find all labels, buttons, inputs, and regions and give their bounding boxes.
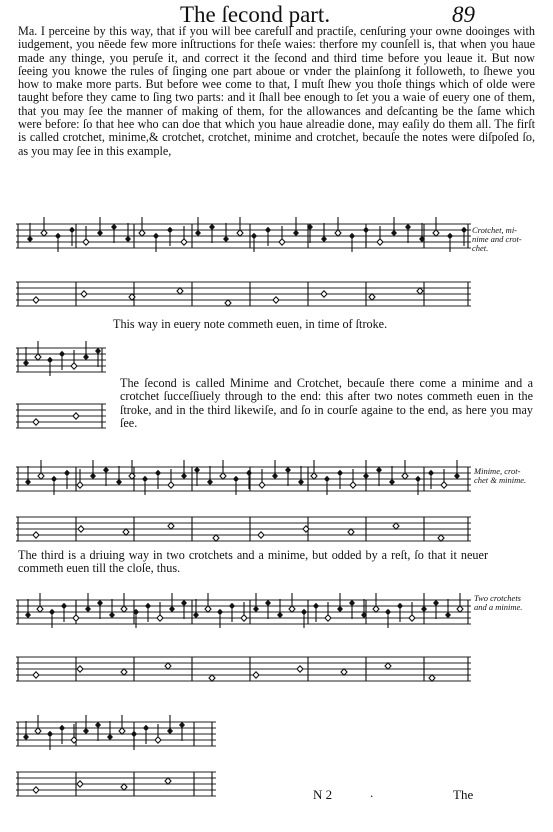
note (433, 217, 439, 236)
catchword: The (453, 787, 474, 802)
note (405, 224, 411, 243)
note (78, 526, 84, 532)
note (213, 535, 219, 541)
caption-example-1: This way in euery note commeth euen, in time of ſtroke. (113, 317, 388, 331)
note (121, 784, 127, 790)
paragraph-second-way: The ſecond is called Minime and Crotchet, becauſe there come a minime and a crotchet ſucceſſiuely through to the end: this after two notes commeth euen in the ſtroke, and in the third likewiſe, and ſo in courſe againe to the end, as here you may ſee. (120, 376, 533, 430)
note (258, 532, 264, 538)
note (165, 663, 171, 669)
music-example-3-upper-staff (16, 590, 471, 636)
note (194, 467, 200, 486)
note (73, 413, 79, 419)
note (37, 593, 43, 612)
note (97, 217, 103, 236)
note (433, 600, 439, 619)
margin-note-1-line-1: Crotchet, mi- (472, 225, 518, 235)
music-example-2-lower-staff (16, 507, 471, 553)
note (205, 593, 211, 612)
margin-note-1-line-3: chet. (472, 243, 489, 253)
note (225, 300, 231, 306)
note (116, 466, 122, 485)
note (181, 600, 187, 619)
note (25, 599, 31, 618)
margin-note-2-line-1: Minime, crot- (474, 466, 521, 476)
note (77, 781, 83, 787)
note (298, 466, 304, 485)
note (253, 593, 259, 612)
note (177, 288, 183, 294)
note (33, 419, 39, 425)
note (111, 224, 117, 243)
note (23, 721, 29, 740)
running-header-title: The ſecond part. (180, 2, 331, 27)
note (237, 217, 243, 236)
note (33, 532, 39, 538)
note (417, 288, 423, 294)
note (337, 593, 343, 612)
note (179, 722, 185, 741)
note (193, 599, 199, 618)
footer-mark: . (370, 785, 374, 800)
note (311, 460, 317, 479)
note (168, 523, 174, 529)
note (119, 715, 125, 734)
note (95, 348, 101, 367)
music-cadence-upper-staff (16, 338, 106, 384)
margin-note-1 (472, 226, 538, 253)
music-example-2-upper-staff (16, 457, 471, 503)
note (121, 669, 127, 675)
note (33, 672, 39, 678)
note (253, 672, 259, 678)
page-number: 89 (452, 2, 475, 27)
note (109, 599, 115, 618)
paragraph-intro: Ma. I perceine by this way, that if you will bee carefull and practiſe, cenſuring your owne dooinges with iudgement, you nēede few more inſtructions for theſe waies: therfore my counſell is, that when you haue made any thinge, you peruſe it, and correct it the ſecond and third time before you leaue it. But now ſeeing you knowe the rules of ſinging one part aboue or vnder the plainſong it followeth, to ſhewe you how to make more parts. But before wee come to that, I muſt ſhew you thoſe things which of olde were taught before they came to ſing two parts: and it ſhall bee enough to ſet you a waie of euery one of them, that you may ſee the manner of making of them, for the allowances and deſcanting be the ſame which were before: ſo that hee who can doe that which you haue alreadie done, may eaſily do them all. The firſt is called crotchet, minime,& crotchet, crotchet, minime and crotchet, becauſe the notes were diſpoſed ſo, as you may ſee in this example, (18, 24, 535, 158)
note (389, 466, 395, 485)
note (181, 460, 187, 479)
note (454, 460, 460, 479)
note (369, 294, 375, 300)
note (385, 663, 391, 669)
note (83, 715, 89, 734)
note (363, 460, 369, 479)
note (121, 593, 127, 612)
note (195, 217, 201, 236)
note (209, 675, 215, 681)
music-example-3-continuation-upper-staff (16, 712, 216, 758)
note (391, 217, 397, 236)
note (167, 715, 173, 734)
note (457, 593, 463, 612)
note (125, 223, 131, 242)
note (349, 600, 355, 619)
note (265, 600, 271, 619)
note (285, 467, 291, 486)
note (207, 466, 213, 485)
note (273, 297, 279, 303)
margin-note-1-line-2: nime and crot- (472, 234, 522, 244)
music-cadence-lower-staff (16, 394, 106, 440)
note (402, 460, 408, 479)
note (97, 600, 103, 619)
music-example-1-upper-staff (16, 214, 471, 260)
note (445, 599, 451, 618)
note (33, 787, 39, 793)
note (393, 523, 399, 529)
note (348, 529, 354, 535)
note (77, 666, 83, 672)
note (373, 593, 379, 612)
note (107, 721, 113, 740)
note (38, 460, 44, 479)
music-example-3-continuation-lower-staff (16, 762, 216, 808)
note (33, 297, 39, 303)
note (95, 722, 101, 741)
margin-note-3-line-2: and a minime. (474, 602, 523, 612)
note (321, 291, 327, 297)
note (335, 217, 341, 236)
music-example-1-lower-staff (16, 272, 471, 318)
note (90, 460, 96, 479)
note (289, 593, 295, 612)
note (272, 460, 278, 479)
note (169, 593, 175, 612)
note (421, 593, 427, 612)
music-example-3-lower-staff (16, 647, 471, 693)
margin-note-2 (474, 467, 540, 485)
margin-note-2-line-2: chet & minime. (474, 475, 527, 485)
note (297, 666, 303, 672)
note (293, 217, 299, 236)
paragraph-third-way: The third is a driuing way in two crotchets and a minime, but odded by a reſt, ſo that it neuer commeth euen till the cloſe, thus. (18, 548, 488, 576)
note (23, 347, 29, 366)
note (123, 529, 129, 535)
note (25, 466, 31, 485)
note (376, 467, 382, 486)
note (223, 223, 229, 242)
note (165, 778, 171, 784)
note (83, 341, 89, 360)
note (35, 341, 41, 360)
signature-mark: N 2 (313, 787, 333, 802)
note (85, 593, 91, 612)
note (139, 217, 145, 236)
note (220, 460, 226, 479)
note (438, 535, 444, 541)
note (27, 223, 33, 242)
margin-note-3-line-1: Two crotchets (474, 593, 521, 603)
note (429, 675, 435, 681)
note (209, 224, 215, 243)
note (341, 669, 347, 675)
note (103, 467, 109, 486)
note (321, 223, 327, 242)
note (41, 217, 47, 236)
margin-note-3 (474, 594, 540, 612)
note (81, 291, 87, 297)
note (35, 715, 41, 734)
note (277, 599, 283, 618)
